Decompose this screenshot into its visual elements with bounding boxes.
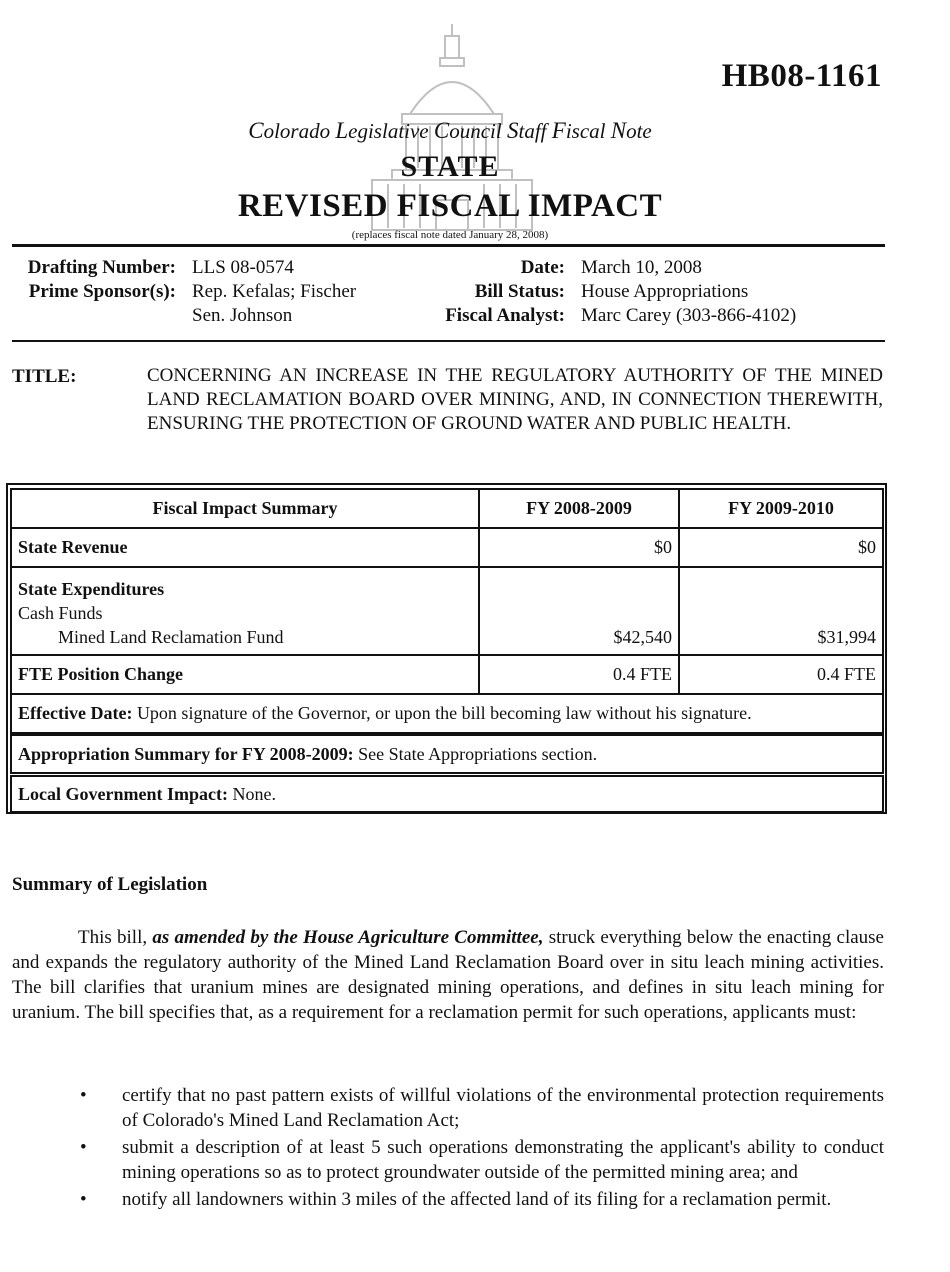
meta-divider — [12, 340, 885, 342]
header-subtitle — [0, 118, 900, 144]
table-row-local-government — [10, 775, 884, 813]
header-replaces-note: (replaces fiscal note dated January 28, 2008) — [351, 229, 549, 241]
meta-label — [16, 304, 176, 328]
bullet-icon: • — [80, 1085, 87, 1106]
requirements-list — [12, 1083, 884, 1214]
bill-title: CONCERNING AN INCREASE IN THE REGULATORY AUTHORITY OF THE MINED LAND RECLAMATION BOARD OVER MINING, AND, IN CONNECTION THEREWITH, ENSURING THE PROTECTION OF GROUND WATER AND PUBLIC HEALTH. — [147, 365, 883, 434]
meta-row — [16, 256, 356, 280]
row-value-fy1: $0 — [478, 529, 678, 566]
bullet-icon: • — [80, 1137, 87, 1158]
meta-left-block — [16, 256, 356, 328]
subtitle-initial: S — [506, 118, 519, 143]
meta-label: Fiscal Analyst: — [445, 305, 565, 326]
paragraph-lead: This bill, — [78, 927, 153, 948]
meta-value: LLS 08-0574 — [192, 257, 294, 278]
table-header-row — [10, 488, 884, 529]
summary-of-legislation-heading: Summary of Legislation — [12, 874, 208, 895]
meta-value: Sen. Johnson — [192, 305, 293, 326]
table-row-revenue — [10, 527, 884, 568]
subtitle-word-rest: taff — [518, 119, 552, 143]
appropriation-label: Appropriation Summary for FY 2008-2009: — [18, 744, 354, 764]
header-revised-fiscal-impact: REVISED FISCAL IMPACT — [237, 188, 663, 224]
subtitle-initial: N — [610, 118, 627, 143]
bullet-icon: • — [80, 1189, 87, 1210]
meta-value: Marc Carey (303-866-4102) — [581, 305, 797, 326]
list-item — [12, 1083, 884, 1133]
header-state: STATE — [400, 150, 500, 183]
bill-number: HB08-1161 — [721, 58, 882, 94]
meta-label: Date: — [520, 257, 565, 278]
subtitle-initial: C — [248, 118, 264, 143]
meta-row — [16, 280, 356, 304]
subtitle-initial: L — [335, 118, 349, 143]
subtitle-word-rest: olorado — [263, 119, 336, 143]
summary-paragraph — [12, 925, 884, 1025]
subtitle-initial: C — [433, 118, 450, 143]
list-item-text: notify all landowners within 3 miles of the affected land of its filing for a reclamation permit. — [122, 1189, 832, 1210]
row-label: State Expenditures — [18, 579, 165, 599]
row-value-fy1: 0.4 FTE — [478, 656, 678, 693]
local-government-label: Local Government Impact: — [18, 784, 228, 804]
row-value-fy2: 0.4 FTE — [678, 656, 882, 693]
meta-label: Prime Sponsor(s): — [28, 281, 176, 302]
table-row-fte — [10, 654, 884, 695]
meta-row — [420, 304, 796, 328]
table-header: FY 2008-2009 — [478, 490, 678, 527]
local-government-text: None. — [232, 784, 276, 804]
meta-value: House Appropriations — [581, 281, 749, 302]
meta-label: Drafting Number: — [27, 257, 176, 278]
appropriation-text: See State Appropriations section. — [358, 744, 598, 764]
paragraph-emphasis: as amended by the House Agriculture Committee, — [152, 927, 544, 948]
subtitle-word-rest: iscal — [565, 119, 611, 143]
row-label: FTE Position Change — [18, 664, 184, 684]
list-item — [12, 1187, 884, 1212]
meta-row — [420, 256, 796, 280]
subtitle-initial: F — [551, 118, 566, 143]
subtitle-word-rest: egislative — [348, 119, 434, 143]
table-row-expenditures — [10, 566, 884, 656]
row-value-fy2: $0 — [678, 529, 882, 566]
subtitle-word-rest: ote — [626, 119, 652, 143]
meta-value: Rep. Kefalas; Fischer — [192, 281, 357, 302]
table-row-appropriation — [10, 734, 884, 774]
table-header: FY 2009-2010 — [678, 490, 882, 527]
row-label-group — [12, 568, 478, 654]
table-header: Fiscal Impact Summary — [152, 498, 338, 518]
meta-row — [16, 304, 356, 328]
table-row-effective-date — [10, 693, 884, 734]
list-item — [12, 1135, 884, 1185]
meta-value: March 10, 2008 — [581, 257, 702, 278]
row-sublabel: Mined Land Reclamation Fund — [58, 627, 284, 647]
subtitle-word-rest: ouncil — [449, 119, 507, 143]
meta-right-block — [420, 256, 796, 328]
list-item-text: submit a description of at least 5 such operations demonstrating the applicant's ability to conduct mining operations so as to protect groundwater outside of the permitted mining area; and — [122, 1137, 884, 1183]
title-label: TITLE: — [12, 366, 77, 387]
paragraph-body: struck everything below the enacting clause and expands the regulatory authority of the Mined Land Reclamation Board over in situ leach mining activities. The bill clarifies that uranium mines are designated mining operations, and defines in situ leach mining for uranium. The bill specifies that, as a requirement for a reclamation permit for such operations, applicants must: — [12, 927, 884, 1023]
effective-date-label: Effective Date: — [18, 703, 133, 723]
header-divider — [12, 244, 885, 247]
list-item-text: certify that no past pattern exists of willful violations of the environmental protection requirements of Colorado's Mined Land Reclamation Act; — [122, 1085, 884, 1131]
row-value-fy2: $31,994 — [678, 568, 882, 654]
meta-label: Bill Status: — [474, 281, 565, 302]
row-label: State Revenue — [18, 537, 128, 557]
row-sublabel: Cash Funds — [18, 603, 103, 623]
effective-date-text: Upon signature of the Governor, or upon the bill becoming law without his signature. — [136, 703, 752, 723]
meta-row — [420, 280, 796, 304]
row-value-fy1: $42,540 — [478, 568, 678, 654]
